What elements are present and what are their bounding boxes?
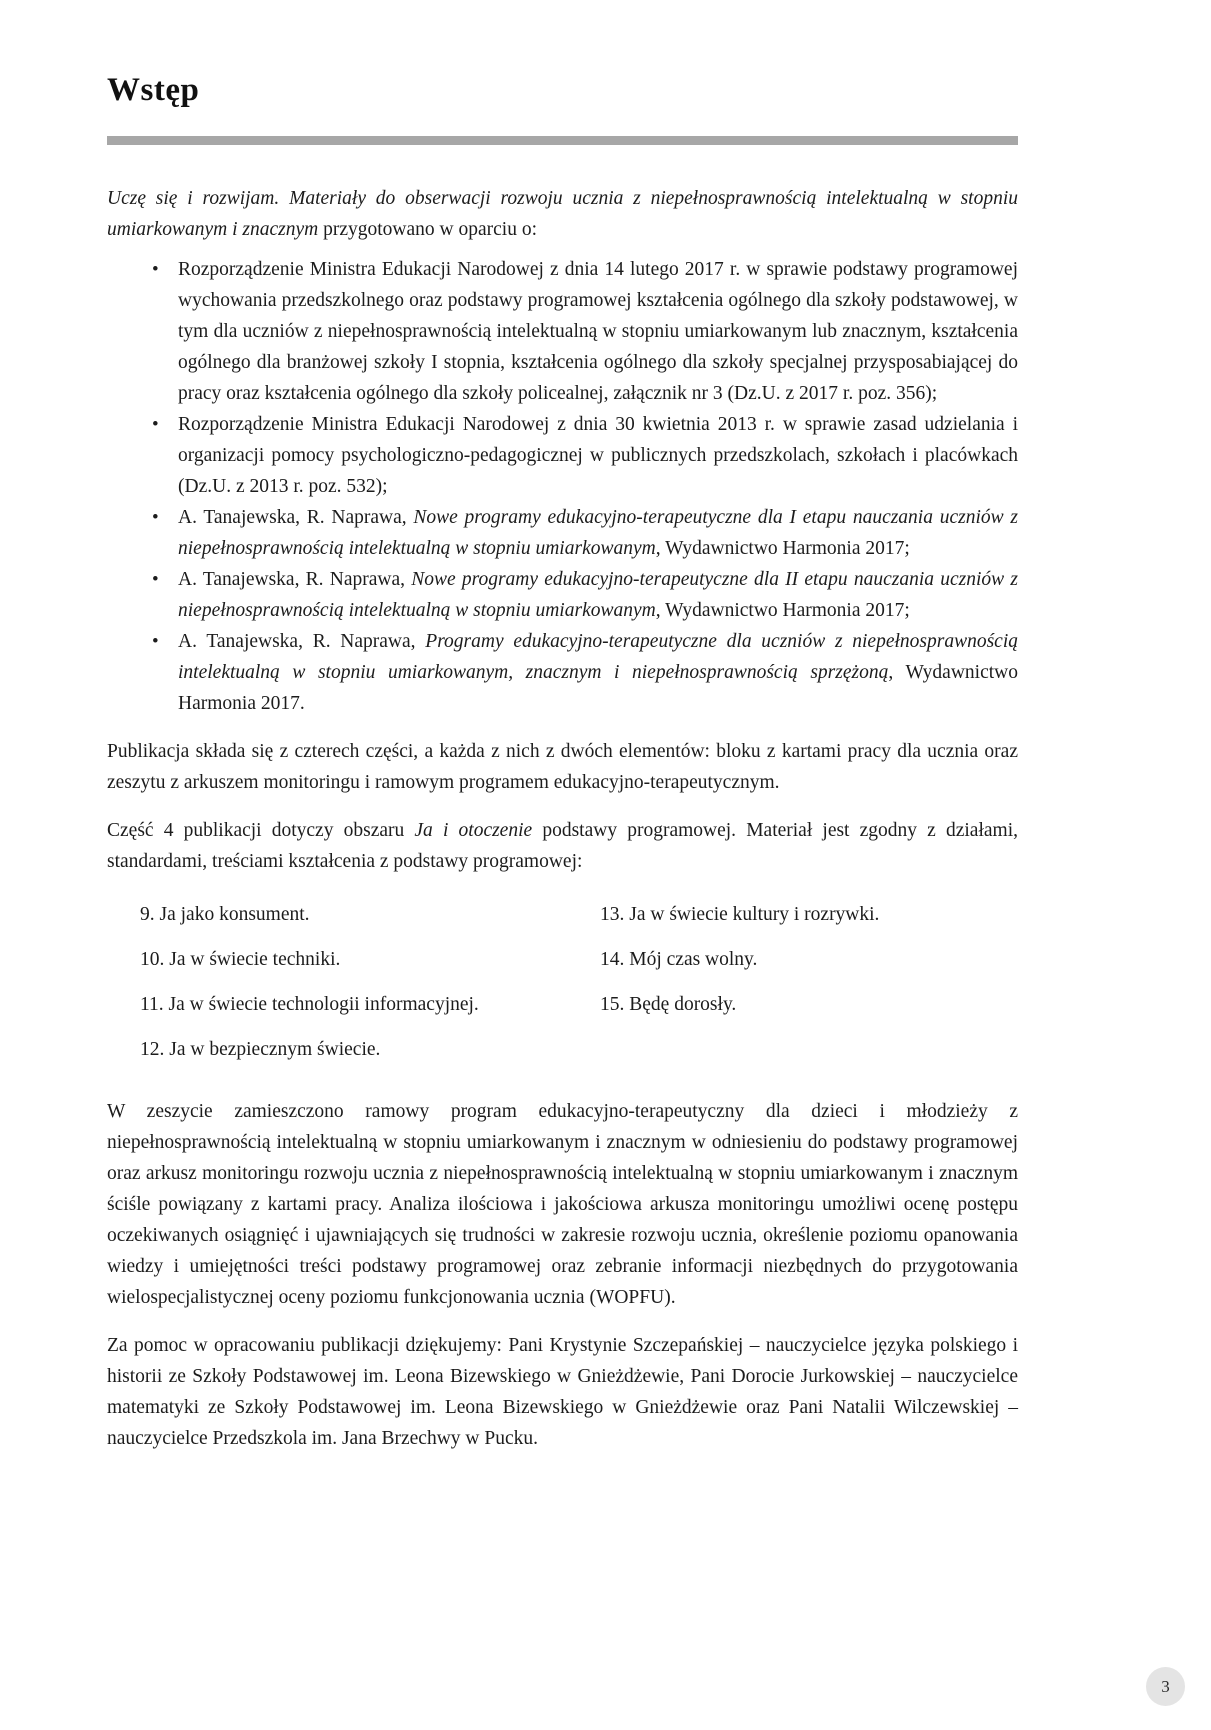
page-title: Wstęp (107, 72, 200, 108)
text-segment: Publikacja składa się z czterech części, a każda z nich z dwóch elementów: bloku z kartami pracy dla ucznia oraz zeszytu z arkuszem monitoringu i ramowym programem edukacyjno-terapeutycznym. (107, 740, 1018, 793)
text-segment: Nowe programy edukacyjno-terapeutyczne dla I etapu nauczania uczniów z niepełnosprawnością intelektualną w stopniu umiarkowanym (178, 506, 1018, 559)
text-segment: A. Tanajewska, R. Naprawa, (178, 630, 426, 652)
program-area-item: 10. Ja w świecie techniki. (140, 948, 341, 970)
text-segment: Rozporządzenie Ministra Edukacji Narodowej z dnia 14 lutego 2017 r. w sprawie podstawy programowej wychowania przedszkolnego oraz podstawy programowej kształcenia ogólnego dla szkoły podstawowej, w tym dla uczniów z niepełnosprawnością intelektualną w stopniu umiarkowanym lub znacznym, kształcenia ogólnego dla branżowej szkoły I stopnia, kształcenia ogólnego dla szkoły specjalnej przysposabiającej do pracy oraz kształcenia ogólnego dla szkoły policealnej, załącznik nr 3 (Dz.U. z 2017 r. poz. 356); (178, 258, 1018, 404)
source-item (107, 626, 1018, 719)
text-segment: A. Tanajewska, R. Naprawa, (178, 506, 414, 528)
text-segment: Ja i otoczenie (414, 819, 533, 841)
source-item (107, 564, 1018, 626)
text-segment: Nowe programy edukacyjno-terapeutyczne dla II etapu nauczania uczniów z niepełnosprawnością intelektualną w stopniu umiarkowanym (178, 568, 1018, 621)
title-divider (107, 136, 1018, 145)
text-segment: Programy edukacyjno-terapeutyczne dla uczniów z niepełnosprawnością intelektualną w stopniu umiarkowanym, znacznym i niepełnosprawnością sprzężoną (178, 630, 1018, 683)
text-segment: , Wydawnictwo Harmonia 2017; (655, 599, 910, 621)
program-area-item: 14. Mój czas wolny. (600, 948, 758, 970)
source-list (107, 254, 1018, 719)
program-area-item: 13. Ja w świecie kultury i rozrywki. (600, 903, 880, 925)
text-segment: Rozporządzenie Ministra Edukacji Narodowej z dnia 30 kwietnia 2013 r. w sprawie zasad udzielania i organizacji pomocy psychologiczno-pedagogicznej w publicznych przedszkolach, szkołach i placówkach (Dz.U. z 2013 r. poz. 532); (178, 413, 1018, 497)
text-segment: Część 4 publikacji dotyczy obszaru (107, 819, 415, 841)
program-area-item: 9. Ja jako konsument. (140, 903, 310, 925)
page-number-badge: 3 (1146, 1667, 1185, 1706)
text-segment: , Wydawnictwo Harmonia 2017; (655, 537, 910, 559)
program-area-item: 11. Ja w świecie technologii informacyjnej. (140, 993, 479, 1015)
paragraph-workbook (107, 1096, 1018, 1313)
source-item (107, 502, 1018, 564)
program-areas-column-right (600, 899, 1018, 1079)
page-content (107, 0, 1018, 1454)
program-area-item: 15. Będę dorosły. (600, 993, 737, 1015)
source-item (107, 254, 1018, 409)
program-area-item: 12. Ja w bezpiecznym świecie. (140, 1038, 381, 1060)
text-segment: podstawy programowej. Materiał jest zgodny z działami, standardami, treściami kształcenia z podstawy programowej: (107, 819, 1018, 872)
program-areas-list (107, 899, 1018, 1079)
intro-paragraph (107, 183, 1018, 245)
text-segment: , Wydawnictwo Harmonia 2017. (178, 661, 1018, 714)
program-areas-column-left (140, 899, 600, 1079)
text-segment: przygotowano w oparciu o: (318, 218, 538, 240)
text-segment: Za pomoc w opracowaniu publikacji dziękujemy: Pani Krystynie Szczepańskiej – nauczycielce języka polskiego i historii ze Szkoły Podstawowej im. Leona Bizewskiego w Gnieżdżewie, Pani Dorocie Jurkowskiej – nauczycielce matematyki ze Szkoły Podstawowej im. Leona Bizewskiego w Gnieżdżewie oraz Pani Natalii Wilczewskiej – nauczycielce Przedszkola im. Jana Brzechwy w Pucku. (107, 1334, 1018, 1449)
text-segment: W zeszycie zamieszczono ramowy program edukacyjno-terapeutyczny dla dzieci i młodzieży z niepełnosprawnością intelektualną w stopniu umiarkowanym i znacznym w odniesieniu do podstawy programowej oraz arkusz monitoringu rozwoju ucznia z niepełnosprawnością intelektualną w stopniu umiarkowanym i znacznym ściśle powiązany z kartami pracy. Analiza ilościowa i jakościowa arkusza monitoringu umożliwi ocenę postępu oczekiwanych osiągnięć i ujawniających się trudności w zakresie rozwoju ucznia, określenie poziomu opanowania wiedzy i umiejętności treści podstawy programowej oraz zebranie informacji niezbędnych do przygotowania wielospecjalistycznej oceny poziomu funkcjonowania ucznia (WOPFU). (107, 1100, 1018, 1308)
text-segment: A. Tanajewska, R. Naprawa, (178, 568, 412, 590)
text-segment: Uczę się i rozwijam. Materiały do obserwacji rozwoju ucznia z niepełnosprawnością intelektualną w stopniu umiarkowanym i znacznym (107, 187, 1018, 240)
source-item (107, 409, 1018, 502)
paragraph-acknowledgements (107, 1330, 1018, 1454)
paragraph-publication-structure (107, 736, 1018, 798)
paragraph-part4 (107, 815, 1018, 877)
